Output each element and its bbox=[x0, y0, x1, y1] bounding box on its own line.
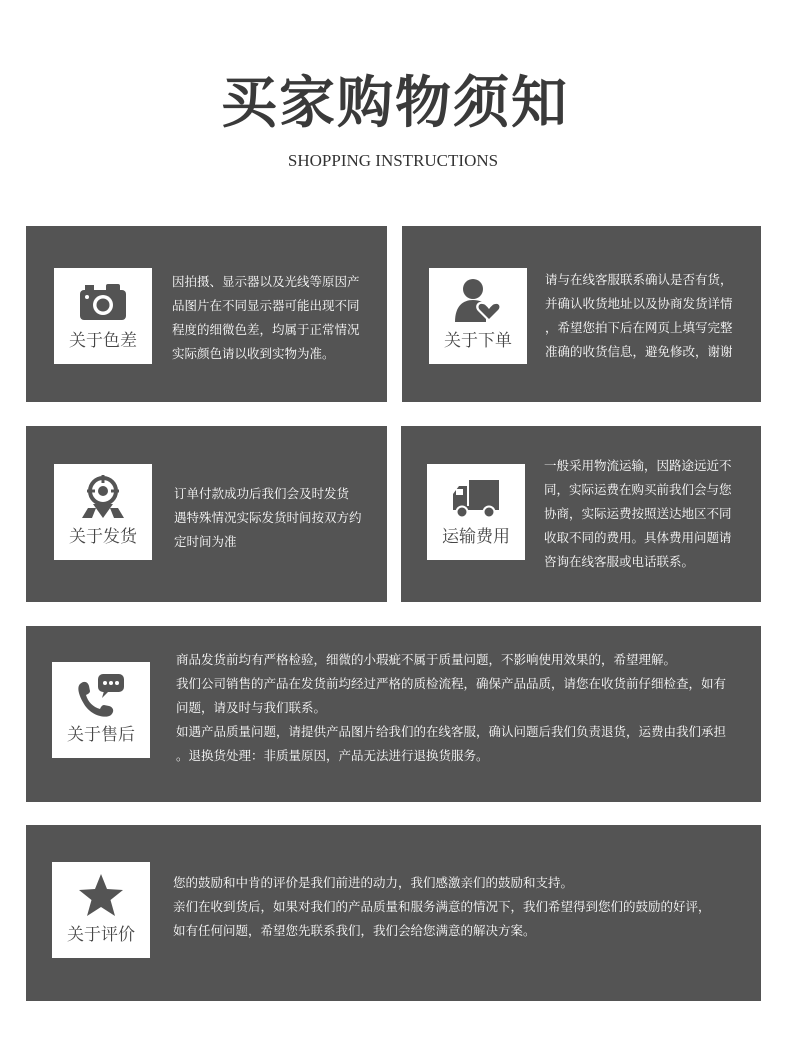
text-line: 如有任何问题，希望您先联系我们，我们会给您满意的解决方案。 bbox=[173, 923, 536, 938]
phone-chat-icon bbox=[76, 672, 126, 718]
star-icon bbox=[76, 872, 126, 918]
text-line: 并确认收货地址以及协商发货详情 bbox=[545, 296, 733, 311]
icon-box bbox=[52, 862, 150, 958]
page-subtitle: SHOPPING INSTRUCTIONS bbox=[287, 151, 499, 170]
icon-label: 运输费用 bbox=[442, 527, 510, 547]
panel-shipping bbox=[26, 426, 387, 602]
text-line: 订单付款成功后我们会及时发货 bbox=[174, 486, 350, 501]
truck-icon bbox=[451, 476, 501, 520]
panel-text bbox=[545, 268, 733, 364]
icon-box bbox=[54, 464, 152, 560]
text-line: ，希望您拍下后在网页上填写完整 bbox=[545, 320, 733, 335]
text-line: 程度的细微色差，均属于正常情况 bbox=[172, 322, 360, 337]
panel-after-sales bbox=[26, 626, 761, 802]
icon-label: 关于发货 bbox=[69, 527, 137, 547]
text-line: 亲们在收到货后，如果对我们的产品质量和服务满意的情况下，我们希望得到您们的鼓励的好评， bbox=[173, 899, 711, 914]
text-line: 品图片在不同显示器可能出现不同 bbox=[172, 298, 360, 313]
icon-box bbox=[52, 662, 150, 758]
text-line: 咨询在线客服或电话联系。 bbox=[544, 554, 695, 569]
icon-label: 关于售后 bbox=[67, 725, 135, 745]
text-line: 定时间为准 bbox=[174, 534, 237, 549]
icon-label: 关于下单 bbox=[444, 331, 512, 351]
panel-text bbox=[176, 648, 726, 768]
icon-box bbox=[427, 464, 525, 560]
camera-icon bbox=[78, 280, 128, 324]
panel-order bbox=[402, 226, 761, 402]
icon-label: 关于色差 bbox=[69, 331, 137, 351]
text-line: 同，实际运费在购买前我们会与您 bbox=[544, 482, 732, 497]
icon-label: 关于评价 bbox=[67, 925, 135, 945]
user-heart-icon bbox=[453, 278, 503, 324]
panel-review bbox=[26, 825, 761, 1001]
panel-text bbox=[174, 482, 362, 554]
text-line: 实际颜色请以收到实物为准。 bbox=[172, 346, 335, 361]
text-line: 商品发货前均有严格检验，细微的小瑕疵不属于质量问题，不影响使用效果的，希望理解。 bbox=[176, 652, 677, 667]
text-line: 协商，实际运费按照送达地区不同 bbox=[544, 506, 732, 521]
panel-text bbox=[172, 270, 360, 366]
text-line: 准确的收货信息，避免修改，谢谢 bbox=[545, 344, 733, 359]
panel-freight bbox=[401, 426, 761, 602]
text-line: 我们公司销售的产品在发货前均经过严格的质检流程，确保产品品质，请您在收货前仔细检查，如有 bbox=[176, 676, 727, 691]
text-line: 一般采用物流运输，因路途远近不 bbox=[544, 458, 732, 473]
panel-text bbox=[544, 454, 732, 574]
text-line: 您的鼓励和中肯的评价是我们前进的动力，我们感激亲们的鼓励和支持。 bbox=[173, 875, 574, 890]
panel-color-difference bbox=[26, 226, 387, 402]
page-title: 买家购物须知 bbox=[221, 71, 569, 136]
text-line: 因拍摄、显示器以及光线等原因产 bbox=[172, 274, 360, 289]
text-line: 问题，请及时与我们联系。 bbox=[176, 700, 327, 715]
text-line: 如遇产品质量问题，请提供产品图片给我们的在线客服，确认问题后我们负责退货，运费由我们承担 bbox=[176, 724, 727, 739]
panel-text bbox=[173, 871, 711, 943]
text-line: 遇特殊情况实际发货时间按双方约 bbox=[174, 510, 362, 525]
text-line: 。退换货处理：非质量原因，产品无法进行退换货服务。 bbox=[176, 748, 489, 763]
text-line: 请与在线客服联系确认是否有货， bbox=[545, 272, 733, 287]
icon-box bbox=[429, 268, 527, 364]
icon-box bbox=[54, 268, 152, 364]
location-pin-icon bbox=[78, 474, 128, 520]
text-line: 收取不同的费用。具体费用问题请 bbox=[544, 530, 732, 545]
